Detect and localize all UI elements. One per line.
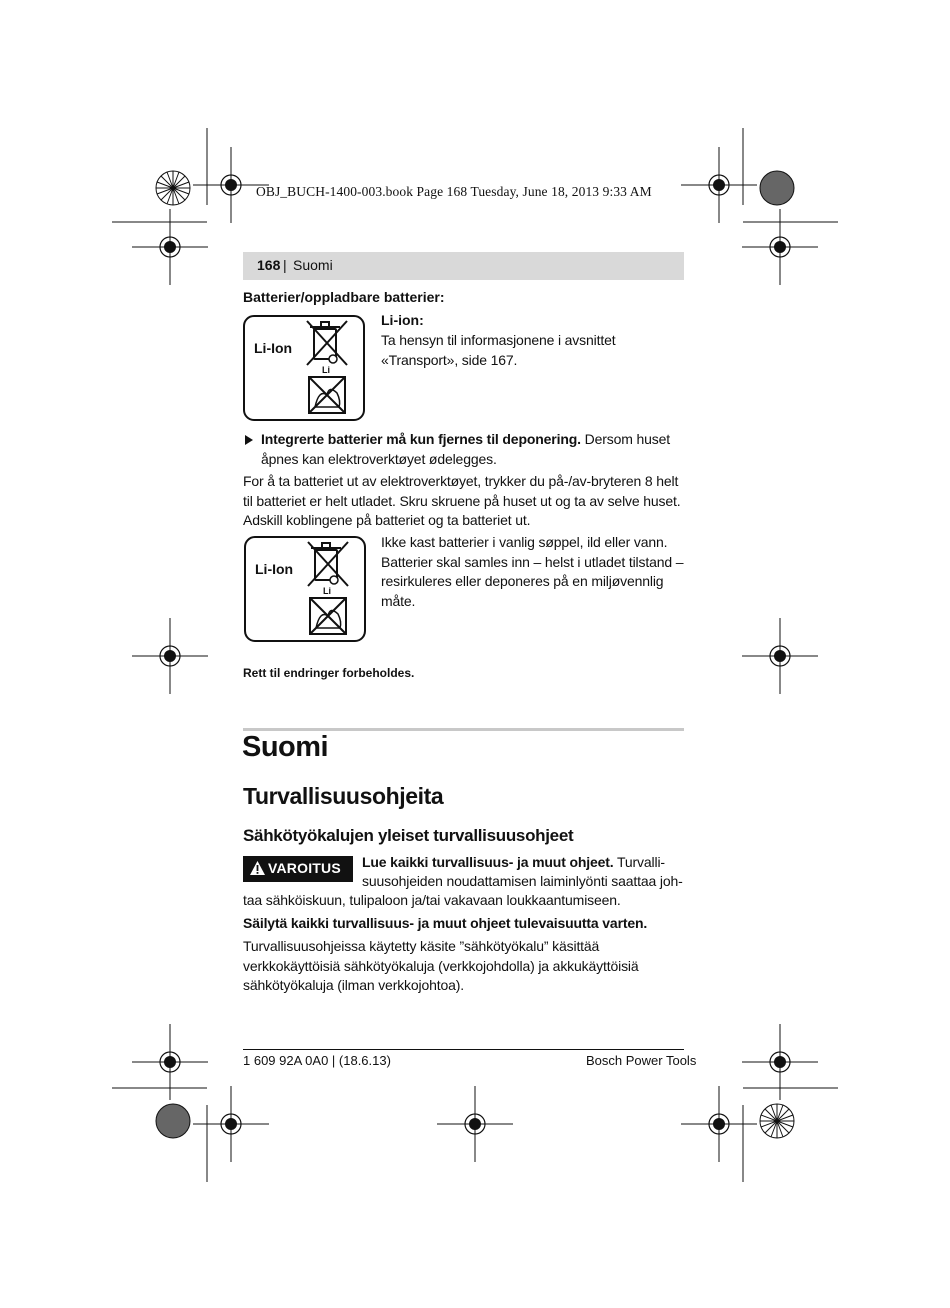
header-language: Suomi	[293, 257, 333, 273]
bullet-text: Dersom huset åpnes kan elektroverktøyet ødelegges.	[261, 431, 670, 467]
battery-heading: Batterier/oppladbare batterier:	[243, 289, 445, 305]
warning-line-3: taa sähköiskuun, tulipaloon ja/tai vakavaan loukkaantumiseen.	[243, 892, 621, 908]
li-ion-recycling-icon	[243, 315, 365, 421]
battery-removal-paragraph: For å ta batteriet ut av elektroverktøyet, trykker du på-/av-bryteren 8 helt til batteriet er helt utladet. Skru skruene på huset ut og ta av selve huset. Adskill koblingene på batteriet og ta batteriet ut.	[243, 473, 681, 528]
footer-rule	[243, 1049, 684, 1050]
bullet-triangle-icon	[245, 435, 253, 445]
definition-paragraph: Turvallisuusohjeissa käytetty käsite ”sähkötyökalu” käsittää verkkokäyttöisiä sähkötyökaluja (verkkojohdolla) ja akkukäyttöisiä sähkötyökaluja (ilman verkkojohtoa).	[243, 938, 639, 993]
li-ion-title: Li-ion:	[381, 312, 424, 328]
li-icon-sublabel-2: Li	[323, 586, 331, 596]
warning-badge	[243, 856, 353, 882]
footer-brand: Bosch Power Tools	[586, 1053, 697, 1068]
li-ion-text: Ta hensyn til informasjonene i avsnittet «Transport», side 167.	[381, 332, 616, 368]
warning-line-1	[362, 853, 687, 873]
reserved-note: Rett til endringer forbeholdes.	[243, 666, 415, 680]
bullet-bold-text: Integrerte batterier må kun fjernes til deponering.	[261, 431, 581, 447]
li-ion-icon-label: Li-Ion	[254, 340, 293, 356]
li-icon-sublabel: Li	[322, 365, 330, 375]
warning-label: VAROITUS	[268, 860, 341, 876]
page-number: 168	[257, 257, 281, 273]
li-ion-icon-label-2: Li-Ion	[255, 561, 294, 577]
save-instruction: Säilytä kaikki turvallisuus- ja muut ohjeet tulevaisuutta varten.	[243, 915, 648, 931]
safety-heading: Sähkötyökalujen yleiset turvallisuusohjeet	[243, 826, 574, 845]
warning-line-1-text: Turvalli-	[613, 854, 665, 870]
battery-disposal-paragraph: Ikke kast batterier i vanlig søppel, ild eller vann. Batterier skal samles inn – helst i utladet tilstand – resirkuleres eller deponeres på en miljøvennlig måte.	[381, 534, 684, 609]
page-header	[243, 252, 684, 280]
li-ion-recycling-icon-2	[244, 536, 366, 642]
print-header: OBJ_BUCH-1400-003.book Page 168 Tuesday, June 18, 2013 9:33 AM	[256, 184, 652, 199]
integrated-battery-bullet	[245, 430, 685, 469]
warning-bold: Lue kaikki turvallisuus- ja muut ohjeet.	[362, 854, 614, 870]
footer-doc-number: 1 609 92A 0A0 | (18.6.13)	[243, 1053, 391, 1068]
section-subtitle: Turvallisuusohjeita	[243, 783, 444, 809]
warning-triangle-icon	[249, 860, 266, 876]
header-separator: |	[283, 257, 287, 273]
warning-line-2: suusohjeiden noudattamisen laiminlyönti saattaa joh-	[362, 873, 683, 889]
section-title: Suomi	[242, 731, 329, 763]
